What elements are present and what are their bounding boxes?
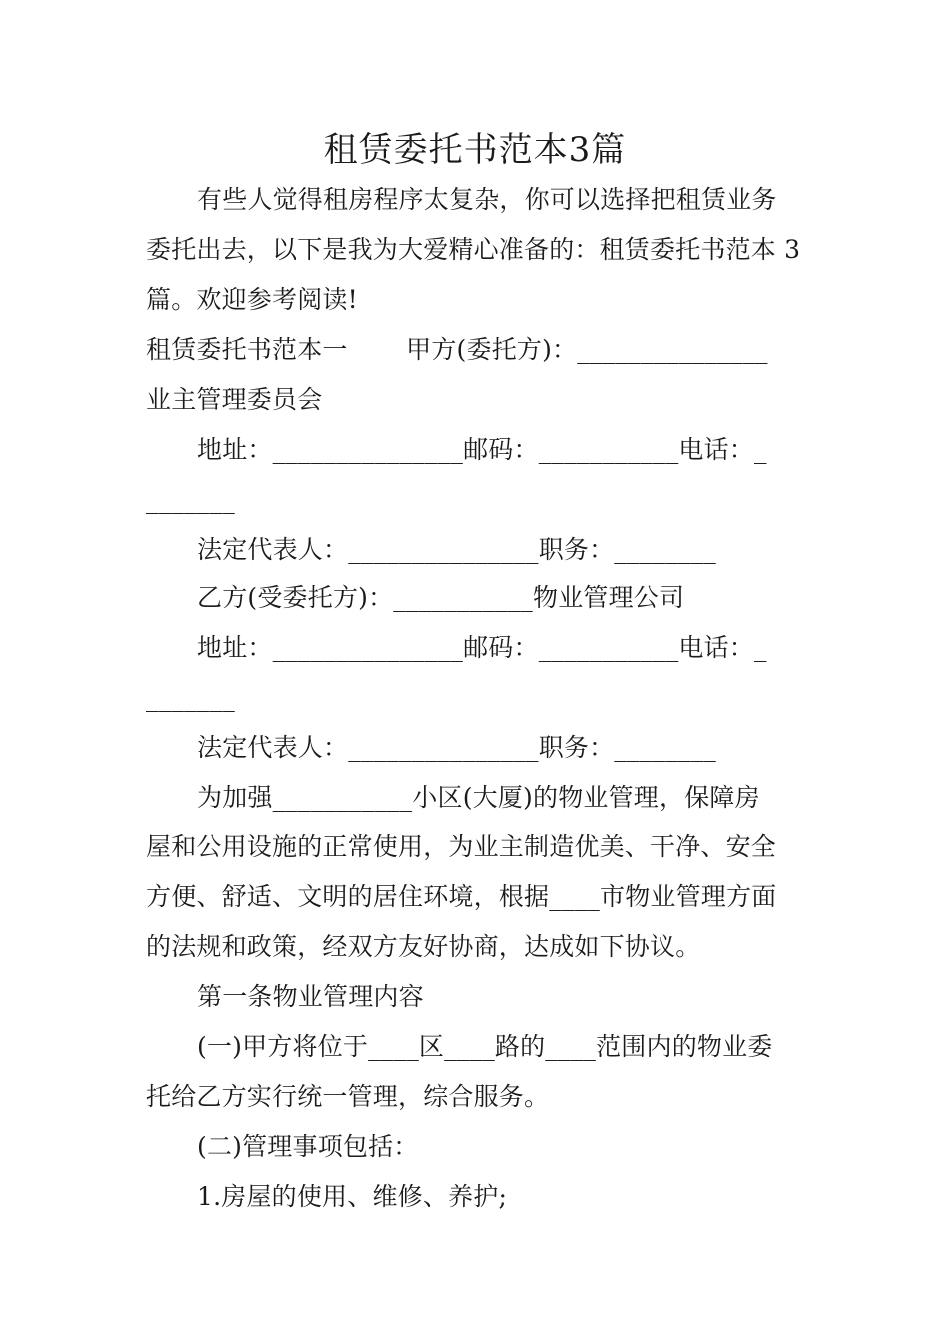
text-line: 法定代表人：_______________职务：________	[197, 535, 716, 564]
text-line: 为加强___________小区(大厦)的物业管理，保障房	[197, 783, 760, 812]
text-line: (二)管理事项包括：	[197, 1132, 419, 1161]
text-line: 地址：_______________邮码：___________电话：_	[197, 633, 767, 662]
text-line: 业主管理委员会	[146, 385, 323, 414]
text-line: (一)甲方将位于____区____路的____范围内的物业委	[197, 1032, 773, 1061]
text-line: 地址：_______________邮码：___________电话：_	[197, 435, 767, 464]
text-line: 有些人觉得租房程序太复杂，你可以选择把租赁业务	[197, 185, 777, 214]
document-title: 租赁委托书范本3篇	[323, 130, 627, 170]
text-line: 1.房屋的使用、维修、养护;	[197, 1182, 508, 1211]
text-line: 租赁委托书范本一 甲方(委托方)：_______________	[146, 335, 768, 364]
text-line: 方便、舒适、文明的居住环境，根据____市物业管理方面	[146, 882, 777, 911]
text-line: 托给乙方实行统一管理，综合服务。	[146, 1082, 550, 1111]
text-line: 屋和公用设施的正常使用，为业主制造优美、干净、安全	[146, 832, 777, 861]
text-line: 篇。欢迎参考阅读!	[146, 285, 358, 314]
text-line: _______	[146, 485, 235, 514]
text-line: 委托出去，以下是我为大爱精心准备的：租赁委托书范本 3	[146, 235, 801, 264]
text-line: 的法规和政策，经双方友好协商，达成如下协议。	[146, 932, 701, 961]
text-line: 法定代表人：_______________职务：________	[197, 733, 716, 762]
text-line: 第一条物业管理内容	[197, 982, 424, 1011]
text-line: 乙方(受委托方)：___________物业管理公司	[197, 583, 685, 612]
text-line: _______	[146, 683, 235, 712]
